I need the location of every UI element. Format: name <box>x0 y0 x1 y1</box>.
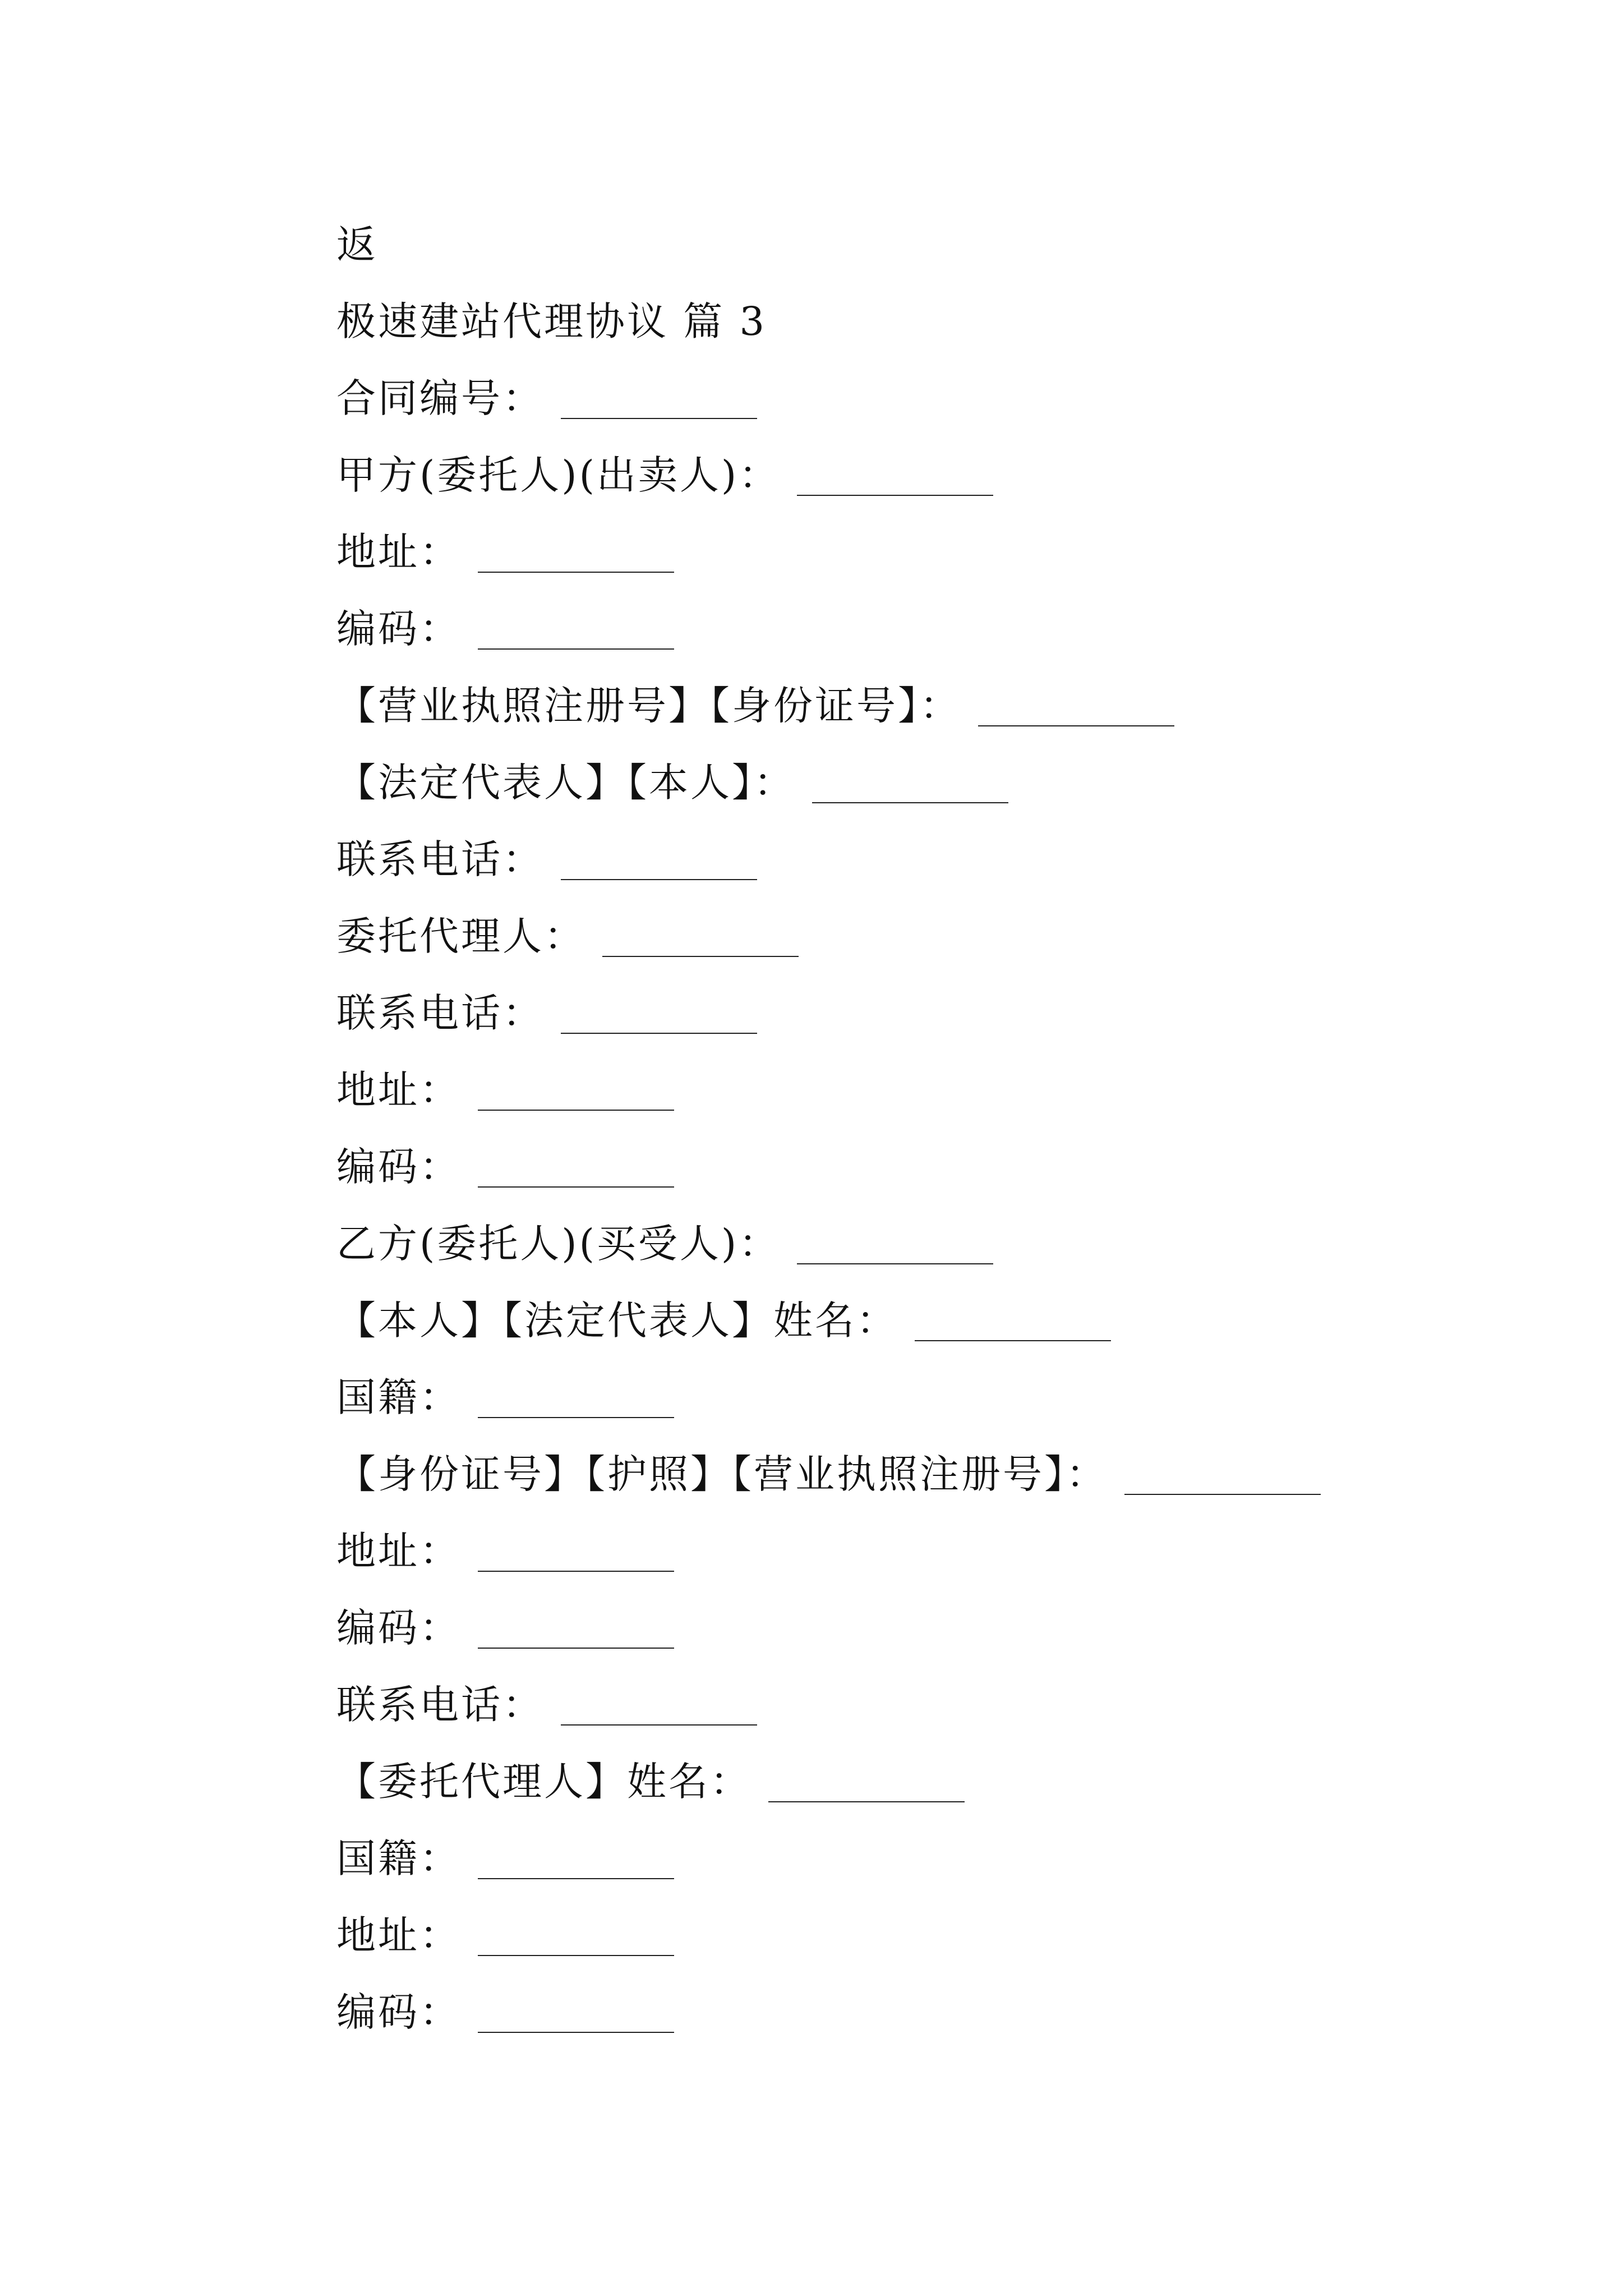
fill-in-blank[interactable] <box>561 1691 757 1726</box>
field-label: 【本人】【法定代表人】姓名： <box>336 1297 898 1343</box>
field-label: 联系电话： <box>336 1682 544 1728</box>
line-text: 极速建站代理协议 篇 3 <box>336 298 767 344</box>
field-party-a-agent-phone <box>336 972 1458 1048</box>
field-party-a-agent-postcode <box>336 1125 1458 1202</box>
fill-in-blank[interactable] <box>797 461 993 496</box>
fill-in-blank[interactable] <box>478 1614 674 1649</box>
fill-in-blank[interactable] <box>797 1230 993 1264</box>
fill-in-blank[interactable] <box>812 769 1008 803</box>
fill-in-blank[interactable] <box>978 692 1174 726</box>
field-party-b-nationality <box>336 1356 1458 1433</box>
field-label: 【营业执照注册号】【身份证号】： <box>336 683 961 729</box>
fill-in-blank[interactable] <box>478 1998 674 2033</box>
field-label: 乙方(委托人)(买受人)： <box>336 1221 781 1267</box>
fill-in-blank[interactable] <box>602 922 799 957</box>
fill-in-blank[interactable] <box>915 1306 1111 1341</box>
field-party-b-agent-name <box>336 1740 1458 1817</box>
field-label: 地址： <box>336 1067 461 1113</box>
fill-in-blank[interactable] <box>768 1768 965 1802</box>
field-party-a-agent <box>336 895 1458 972</box>
field-label: 委托代理人： <box>336 913 585 959</box>
document-body <box>336 203 1458 2047</box>
fill-in-blank[interactable] <box>561 384 757 419</box>
field-party-a <box>336 434 1458 510</box>
fragment-line <box>336 203 1458 280</box>
fill-in-blank[interactable] <box>561 845 757 880</box>
field-label: 联系电话： <box>336 836 544 882</box>
field-party-b-postcode <box>336 1586 1458 1663</box>
field-contract-number <box>336 357 1458 434</box>
field-label: 国籍： <box>336 1374 461 1420</box>
field-party-b-agent-postcode <box>336 1971 1458 2047</box>
fill-in-blank[interactable] <box>478 1076 674 1111</box>
fill-in-blank[interactable] <box>1124 1460 1321 1495</box>
field-label: 地址： <box>336 529 461 575</box>
field-label: 地址： <box>336 1528 461 1574</box>
field-party-b-agent-nationality <box>336 1817 1458 1894</box>
field-party-b-address <box>336 1510 1458 1586</box>
fill-in-blank[interactable] <box>478 1537 674 1572</box>
fill-in-blank[interactable] <box>478 1844 674 1879</box>
field-party-a-postcode <box>336 587 1458 664</box>
field-party-a-address <box>336 510 1458 587</box>
field-party-b-name <box>336 1279 1458 1356</box>
fill-in-blank[interactable] <box>478 1153 674 1188</box>
field-party-b-phone <box>336 1663 1458 1740</box>
field-label: 地址： <box>336 1912 461 1958</box>
field-party-a-representative <box>336 741 1458 818</box>
field-party-b-id-number <box>336 1433 1458 1510</box>
fill-in-blank[interactable] <box>478 538 674 573</box>
fill-in-blank[interactable] <box>478 1921 674 1956</box>
field-label: 合同编号： <box>336 375 544 421</box>
field-party-a-phone <box>336 818 1458 895</box>
agreement-title <box>336 280 1458 357</box>
field-label: 国籍： <box>336 1835 461 1881</box>
field-label: 甲方(委托人)(出卖人)： <box>336 452 781 498</box>
field-label: 【法定代表人】【本人】： <box>336 760 795 806</box>
field-label: 编码： <box>336 606 461 652</box>
fill-in-blank[interactable] <box>478 1383 674 1418</box>
field-party-a-registration-id <box>336 664 1458 741</box>
line-text: 返 <box>336 222 378 268</box>
fill-in-blank[interactable] <box>478 615 674 650</box>
field-label: 【委托代理人】姓名： <box>336 1759 751 1805</box>
field-label: 编码： <box>336 1605 461 1651</box>
field-label: 编码： <box>336 1989 461 2035</box>
field-label: 【身份证号】【护照】【营业执照注册号】： <box>336 1451 1108 1497</box>
field-party-a-agent-address <box>336 1048 1458 1125</box>
field-label: 联系电话： <box>336 990 544 1036</box>
fill-in-blank[interactable] <box>561 999 757 1034</box>
field-label: 编码： <box>336 1144 461 1190</box>
field-party-b-agent-address <box>336 1894 1458 1971</box>
field-party-b <box>336 1202 1458 1279</box>
